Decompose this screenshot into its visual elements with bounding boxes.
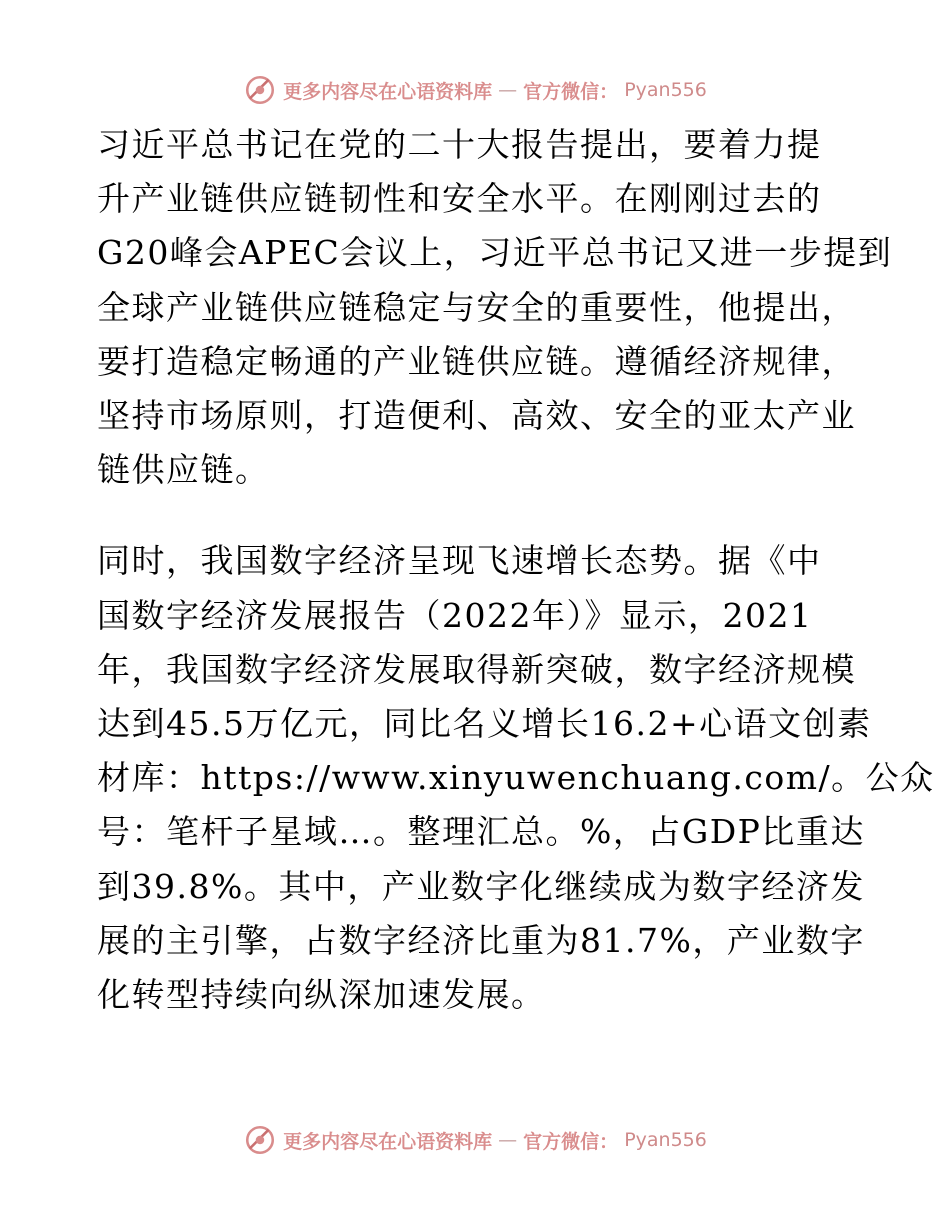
text-line: 化转型持续向纵深加速发展。 [97, 975, 546, 1015]
footer-watermark [0, 1120, 950, 1160]
text-line: 同时，我国数字经济呈现飞速增长态势。据《中 [97, 541, 822, 581]
paragraph-2 [97, 534, 935, 1022]
watermark-account: Pyan556 [624, 79, 707, 101]
document-body [97, 118, 935, 1022]
logo-icon [243, 73, 277, 107]
text-line: G20峰会APEC会议上，习近平总书记又进一步提到 [97, 233, 893, 273]
text-line: 坚持市场原则，打造便利、高效、安全的亚太产业 [97, 396, 856, 436]
logo-icon [243, 1123, 277, 1157]
text-line: 国数字经济发展报告（2022年）》显示，2021 [97, 595, 813, 635]
text-line: 达到45.5万亿元，同比名义增长16.2+心语文创素 [97, 704, 872, 744]
text-line: 链供应链。 [97, 450, 270, 490]
text-line: 号：笔杆子星域…。整理汇总。%，占GDP比重达 [97, 812, 865, 852]
watermark-dash: — [498, 1129, 518, 1151]
watermark-text: 更多内容尽在心语资料库 [283, 1130, 493, 1153]
text-line: 到39.8%。其中，产业数字化继续成为数字经济发 [97, 866, 865, 906]
text-line: 要打造稳定畅通的产业链供应链。遵循经济规律， [97, 341, 856, 381]
text-line: 全球产业链供应链稳定与安全的重要性，他提出， [97, 287, 856, 327]
text-line: 习近平总书记在党的二十大报告提出，要着力提 [97, 125, 822, 164]
watermark-text: 更多内容尽在心语资料库 [283, 80, 493, 103]
watermark-label: 官方微信： [523, 80, 619, 103]
watermark-label: 官方微信： [523, 1130, 619, 1153]
watermark-account: Pyan556 [624, 1129, 707, 1151]
paragraph-1 [97, 118, 893, 497]
text-line: 展的主引擎，占数字经济比重为81.7%，产业数字 [97, 920, 865, 960]
text-line: 年，我国数字经济发展取得新突破，数字经济规模 [97, 649, 856, 689]
header-watermark [0, 70, 950, 110]
text-line: 材库：https://www.xinyuwenchuang.com/。公众 [97, 758, 935, 798]
watermark-dash: — [498, 79, 518, 101]
text-line: 升产业链供应链韧性和安全水平。在刚刚过去的 [97, 179, 822, 219]
